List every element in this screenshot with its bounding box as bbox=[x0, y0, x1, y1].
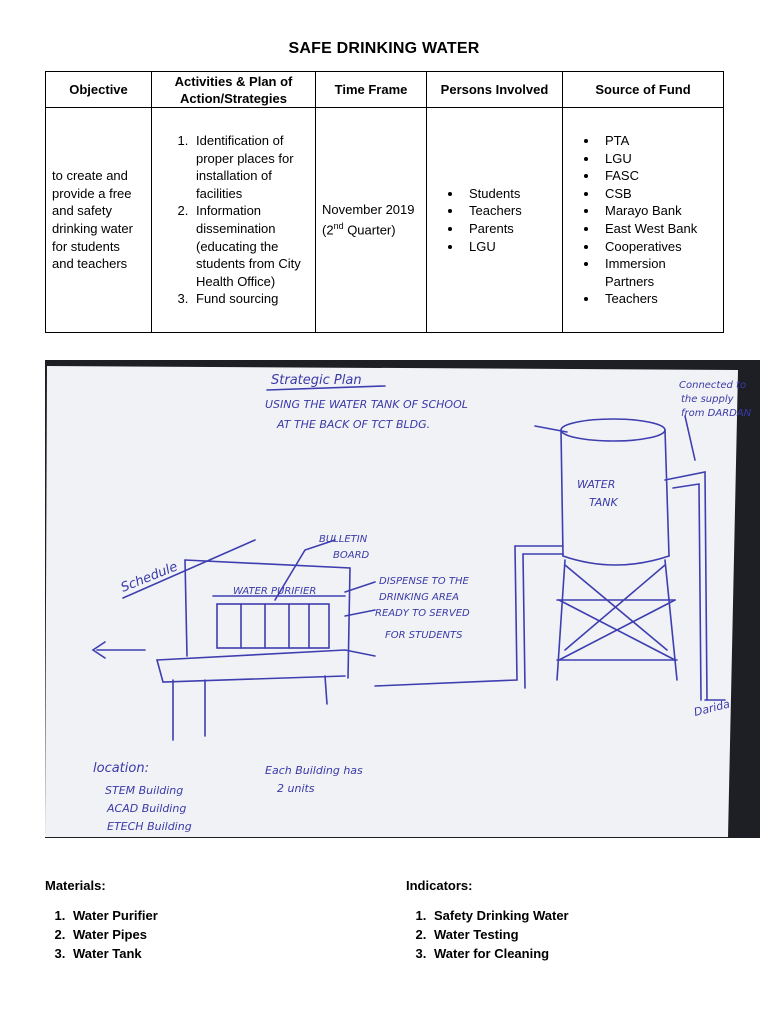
person-item: • Teachers bbox=[463, 202, 556, 220]
activities-cell bbox=[152, 108, 316, 333]
indicators-list bbox=[406, 906, 736, 963]
location-label: location: bbox=[93, 761, 149, 776]
schedule-label: Schedule bbox=[118, 559, 180, 596]
fund-item: • FASC bbox=[599, 167, 717, 185]
header-time-frame: Time Frame bbox=[316, 72, 427, 108]
dispense-line1: DISPENSE TO THE bbox=[379, 576, 469, 587]
table-header-row bbox=[46, 72, 724, 108]
time-frame-suffix: Quarter) bbox=[343, 222, 396, 238]
ready-line2: FOR STUDENTS bbox=[385, 630, 463, 641]
time-frame-sup: nd bbox=[333, 221, 344, 232]
using-tank-line2: AT THE BACK OF TCT BLDG. bbox=[277, 418, 431, 431]
materials-heading: Materials: bbox=[45, 878, 106, 893]
sketch-photo bbox=[45, 360, 760, 838]
person-item: • Parents bbox=[463, 220, 556, 238]
header-source-of-fund: Source of Fund bbox=[563, 72, 724, 108]
fund-item: • Immersion Partners bbox=[599, 255, 717, 290]
person-item: • Students bbox=[463, 185, 556, 203]
sketch-drawing bbox=[45, 360, 760, 838]
persons-list bbox=[433, 185, 556, 255]
location-item: ETECH Building bbox=[107, 820, 192, 833]
activity-item: 3. Fund sourcing bbox=[192, 290, 309, 308]
ready-line1: READY TO SERVED bbox=[375, 608, 470, 619]
corner-label: Darida bbox=[692, 697, 732, 719]
indicators-section bbox=[406, 878, 736, 963]
fund-item: • Marayo Bank bbox=[599, 202, 717, 220]
list-item: 3. Water for Cleaning bbox=[430, 944, 736, 963]
fund-item: • Teachers bbox=[599, 290, 717, 308]
fund-item: • PTA bbox=[599, 132, 717, 150]
list-item: 2. Water Testing bbox=[430, 925, 736, 944]
fund-item: • CSB bbox=[599, 185, 717, 203]
header-activities: Activities & Plan of Action/Strategies bbox=[152, 72, 316, 108]
activities-list bbox=[158, 132, 309, 308]
connected-line1: Connected to bbox=[679, 380, 747, 391]
list-item: 2. Water Pipes bbox=[69, 925, 375, 944]
water-tank-line2: TANK bbox=[589, 496, 618, 509]
header-objective: Objective bbox=[46, 72, 152, 108]
fund-cell bbox=[563, 108, 724, 333]
using-tank-line1: USING THE WATER TANK OF SCHOOL bbox=[265, 398, 468, 411]
persons-cell bbox=[427, 108, 563, 333]
bulletin-line1: BULLETIN bbox=[319, 534, 368, 545]
fund-list bbox=[569, 132, 717, 308]
materials-section bbox=[45, 878, 375, 963]
water-purifier-label: WATER PURIFIER bbox=[233, 586, 317, 597]
each-building-line2: 2 units bbox=[277, 782, 315, 795]
action-plan-table bbox=[45, 71, 724, 333]
location-item: STEM Building bbox=[105, 784, 184, 797]
materials-list bbox=[45, 906, 375, 963]
each-building-line1: Each Building has bbox=[265, 764, 363, 777]
activity-item: 2. Information dissemination (educating the students from City Health Office) bbox=[192, 202, 309, 290]
list-item: 1. Water Purifier bbox=[69, 906, 375, 925]
activity-item: 1. Identification of proper places for installation of facilities bbox=[192, 132, 309, 202]
list-item: 1. Safety Drinking Water bbox=[430, 906, 736, 925]
fund-item: • Cooperatives bbox=[599, 238, 717, 256]
document-title: SAFE DRINKING WATER bbox=[288, 40, 480, 57]
objective-cell: to create and provide a free and safety drinking water for students and teachers bbox=[46, 108, 152, 333]
connected-line2: the supply bbox=[681, 394, 734, 405]
water-tank-line1: WATER bbox=[577, 478, 616, 491]
indicators-heading: Indicators: bbox=[406, 878, 473, 893]
fund-item: • LGU bbox=[599, 150, 717, 168]
table-row bbox=[46, 108, 724, 333]
time-frame-cell bbox=[316, 108, 427, 333]
fund-item: • East West Bank bbox=[599, 220, 717, 238]
connected-line3: from DARDAN bbox=[681, 408, 752, 419]
strategic-plan-label: Strategic Plan bbox=[271, 373, 362, 388]
bulletin-line2: BOARD bbox=[333, 550, 370, 561]
person-item: • LGU bbox=[463, 238, 556, 256]
header-persons-involved: Persons Involved bbox=[427, 72, 563, 108]
time-frame-prefix: November 2019 (2 bbox=[322, 201, 415, 238]
dispense-line2: DRINKING AREA bbox=[379, 592, 459, 603]
list-item: 3. Water Tank bbox=[69, 944, 375, 963]
location-item: ACAD Building bbox=[107, 802, 187, 815]
